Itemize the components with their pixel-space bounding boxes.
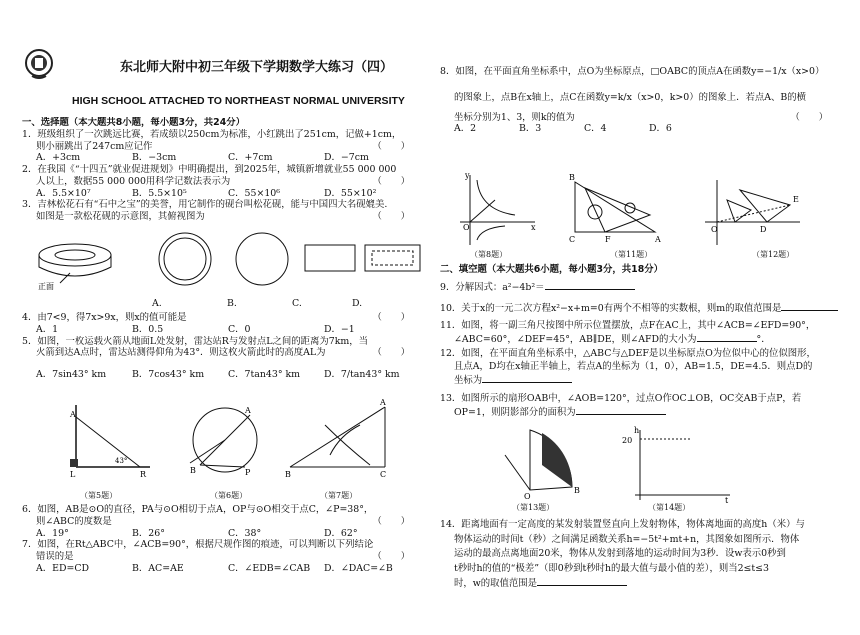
figure-12 <box>705 180 800 245</box>
fig14-caption: （第14题） <box>648 503 691 512</box>
q3-options <box>152 298 422 310</box>
q6-opt-a: A．19° <box>36 527 69 539</box>
svg-text:O: O <box>463 223 470 232</box>
q3-front-label: 正面 <box>38 282 54 291</box>
q4-options <box>22 324 420 336</box>
q6-line1: 6．如图，AB是⊙O的直径，PA与⊙O相切于点A，OP与⊙O相交于点C，∠P=38°， <box>22 504 374 515</box>
q7-opt-c: C．∠EDB=∠CAB <box>228 562 311 574</box>
q2-line2: 人以上，数据55 000 000用科学记数法表示为 （ ） <box>36 175 410 187</box>
q7-options <box>22 563 420 575</box>
svg-text:h: h <box>634 426 640 435</box>
school-logo <box>24 48 54 80</box>
figure-14-label-20: 20 <box>622 436 633 445</box>
q14-line2: 物体运动的时间t（秒）之间满足函数关系h=−5t²+mt+n，其图象如图所示．物体 <box>454 533 800 545</box>
q9-line: 9．分解因式：a²−4b²＝ <box>440 280 838 294</box>
q3-line1: 3．吉林松花石有“石中之宝”的美誉，用它制作的砚台叫松花砚，能与中国四大名砚媲美. <box>22 199 388 211</box>
q3-option-c-figure <box>305 245 355 271</box>
q3-opt-b: B. <box>227 298 237 309</box>
q4-opt-a: A．1 <box>36 323 59 335</box>
q13-line1: 13．如图所示的扇形OAB中，∠AOB=120°，过点O作OC⊥OB，OC交AB于点P，若 <box>440 392 802 404</box>
right-column-q14 <box>440 518 838 592</box>
figures-13-14 <box>500 425 760 505</box>
fig13-caption: （第13题） <box>512 503 555 512</box>
fig5-caption: （第5题） <box>80 491 118 500</box>
section-choice-heading: 一、选择题（本大题共8小题，每小题3分，共24分） <box>22 117 245 128</box>
q6-opt-b: B．26° <box>132 527 165 539</box>
fig12-caption: （第12题） <box>752 250 795 259</box>
q2-opt-c: C．55×10⁶ <box>228 187 281 199</box>
svg-text:B: B <box>574 486 580 495</box>
left-column-q4-q5 <box>22 312 420 381</box>
q12-line3: 坐标为 <box>440 373 838 387</box>
q6-opt-c: C．38° <box>228 527 262 539</box>
left-column-q6-q7 <box>22 504 420 575</box>
svg-text:F: F <box>605 235 611 244</box>
q2-line1: 2．在我国《“十四五”就业促进规划》中明确提出，到2025年，城镇新增就业55 000 000 <box>22 164 397 175</box>
svg-text:A: A <box>380 398 386 407</box>
svg-text:y: y <box>465 171 470 180</box>
svg-text:B: B <box>285 470 291 479</box>
left-column <box>22 117 420 223</box>
right-column-q8 <box>440 66 838 135</box>
q11-line1: 11．如图，将一副三角尺按图中所示位置摆放，点F在AC上，其中∠ACB=∠EFD=90°， <box>440 320 816 332</box>
svg-text:43°: 43° <box>115 457 128 465</box>
figures-8-11-12 <box>455 170 815 250</box>
svg-text:O: O <box>711 225 718 234</box>
q3-opt-c: C. <box>292 298 302 309</box>
q7-opt-a: A．ED=CD <box>36 562 90 574</box>
inkstone-3d <box>39 244 111 283</box>
svg-text:B: B <box>190 466 196 475</box>
q8-line1: 8．如图，在平面直角坐标系中，点O为坐标原点，□OABC的顶点A在函数y=−1/x（x>0） <box>440 66 825 77</box>
q3-option-b-figure <box>236 233 288 285</box>
section-fill-heading: 二、填空题（本大题共6小题，每小题3分，共18分） <box>440 264 663 275</box>
svg-text:x: x <box>531 223 536 232</box>
q4-line: 4．由7<9，得7x>9x，则x的值可能是 （ ） <box>22 312 410 323</box>
figure-6 <box>190 406 257 477</box>
right-column-fill <box>440 263 838 419</box>
q4-opt-d: D．−1 <box>324 323 355 335</box>
q13-line2: OP=1，则阴影部分的面积为 <box>440 405 838 419</box>
q6-options <box>22 528 420 540</box>
svg-text:A: A <box>245 406 251 415</box>
fig11-caption: （第11题） <box>610 250 653 259</box>
figure-8 <box>460 171 536 245</box>
svg-text:O: O <box>524 492 531 501</box>
q1-opt-a: A．+3cm <box>36 152 81 164</box>
q3-opt-d: D. <box>352 298 363 309</box>
q14-line3: 运动的最高点离地面20米，物体从发射到落地的运动时间为3秒．设w表示0秒到 <box>454 548 786 560</box>
q1-options <box>22 152 420 164</box>
q3-option-a-figure <box>159 233 211 285</box>
figure-14 <box>634 426 730 505</box>
figure-5 <box>69 405 150 479</box>
figure-13 <box>505 430 580 501</box>
q5-opt-d: D．7/tan43° km <box>324 369 400 380</box>
q5-opt-c: C．7tan43° km <box>228 369 301 380</box>
q1-line2: 则小丽跳出了247cm应记作 （ ） <box>36 140 410 152</box>
q2-opt-d: D．55×10² <box>324 187 377 199</box>
svg-text:B: B <box>569 173 575 182</box>
q14-line4: t秒时h的值的“极差”（即0秒到t秒时h的最大值与最小值的差），则当2≤t≤3 <box>454 562 770 574</box>
svg-text:t: t <box>725 496 729 505</box>
q6-opt-d: D．62° <box>324 527 358 539</box>
q7-line2: 错误的是 （ ） <box>36 551 410 562</box>
q8-line2: 的图象上，点B在x轴上，点C在函数y=k/x（x>0，k>0）的图象上．若点A、B的横 <box>454 91 807 103</box>
q3-opt-a: A. <box>152 298 162 309</box>
q1-line1: 1．班级组织了一次跳远比赛，若成绩以250cm为标准，小红跳出了251cm，记做+1cm， <box>22 128 402 140</box>
q8-line3: 坐标分别为1、3，则k的值为 （ ） <box>454 111 828 123</box>
q7-opt-d: D．∠DAC=∠B <box>324 562 393 574</box>
fig7-caption: （第7题） <box>320 491 358 500</box>
q4-opt-c: C．0 <box>228 323 251 335</box>
figure-11 <box>569 173 661 244</box>
q5-line1: 5．如图，一枚运载火箭从地面L处发射，雷达站R与发射点L之间的距离为7km，当 <box>22 335 369 347</box>
fig6-caption: （第6题） <box>210 491 248 500</box>
q14-line1: 14．距离地面有一定高度的某发射装置竖直向上发射物体，物体离地面的高度h（米）与 <box>440 519 805 530</box>
q4-opt-b: B．0.5 <box>132 323 164 335</box>
q8-opt-a: A．2 <box>454 123 477 135</box>
svg-text:E: E <box>793 195 799 204</box>
q3-line2: 如图是一款松花砚的示意图，其俯视图为 （ ） <box>36 211 410 222</box>
q5-opt-b: B．7cos43° km <box>132 369 205 380</box>
fig8-caption: （第8题） <box>470 250 508 259</box>
svg-text:D: D <box>760 225 767 234</box>
svg-text:P: P <box>245 468 251 477</box>
svg-text:A: A <box>655 235 661 244</box>
page-subtitle: HIGH SCHOOL ATTACHED TO NORTHEAST NORMAL UNIVERSITY <box>72 95 405 107</box>
q3-option-d-figure <box>365 245 420 271</box>
q7-opt-b: B．AC=AE <box>132 562 184 574</box>
q12-line1: 12．如图，在平面直角坐标系中，△ABC与△DEF是以坐标原点O为位似中心的位似图形， <box>440 347 816 359</box>
q12-line2: 且点A，D均在x轴正半轴上，若点A的坐标为（1，0），AB=1.5，DE=4.5．则点D的 <box>454 361 813 373</box>
q5-line2: 火箭到达A点时，雷达站测得仰角为43°．则这枚火箭此时的高度AL为 （ ） <box>36 347 410 359</box>
figure-7 <box>285 398 386 479</box>
q2-opt-b: B．5.5×10⁵ <box>132 187 187 199</box>
q2-opt-a: A．5.5×10⁷ <box>36 187 91 199</box>
figures-5-6-7 <box>40 395 420 490</box>
q14-line5: 时，w的取值范围是 <box>440 576 838 592</box>
q1-opt-b: B．−3cm <box>132 152 177 164</box>
q1-opt-d: D．−7cm <box>324 152 369 164</box>
q1-opt-c: C．+7cm <box>228 152 273 164</box>
q6-line2: 则∠ABC的度数是 （ ） <box>36 515 410 527</box>
svg-text:A: A <box>70 410 76 419</box>
q8-opt-b: B．3 <box>519 123 542 135</box>
q8-opt-d: D．6 <box>649 123 672 135</box>
svg-text:C: C <box>569 235 576 244</box>
q3-figures <box>30 237 420 297</box>
svg-text:R: R <box>140 470 147 479</box>
q8-options <box>440 123 714 135</box>
svg-text:C: C <box>380 470 387 479</box>
q8-opt-c: C．4 <box>584 123 607 135</box>
q11-line2: ∠ABC=60°，∠DEF=45°，AB∥DE，则∠AFD的大小为 °． <box>454 334 771 346</box>
svg-text:L: L <box>70 470 76 479</box>
q5-options <box>22 369 420 381</box>
page-title: 东北师大附中初三年级下学期数学大练习（四） <box>120 60 394 75</box>
q10-line: 10．关于x的一元二次方程x²−x+m=0有两个不相等的实数根，则m的取值范围是 <box>440 301 838 315</box>
q5-opt-a: A．7sin43° km <box>36 369 107 380</box>
q2-options <box>22 188 420 200</box>
q7-line1: 7．如图，在Rt△ABC中，∠ACB=90°，根据尺规作图的痕迹，可以判断以下列结论 <box>22 539 374 551</box>
